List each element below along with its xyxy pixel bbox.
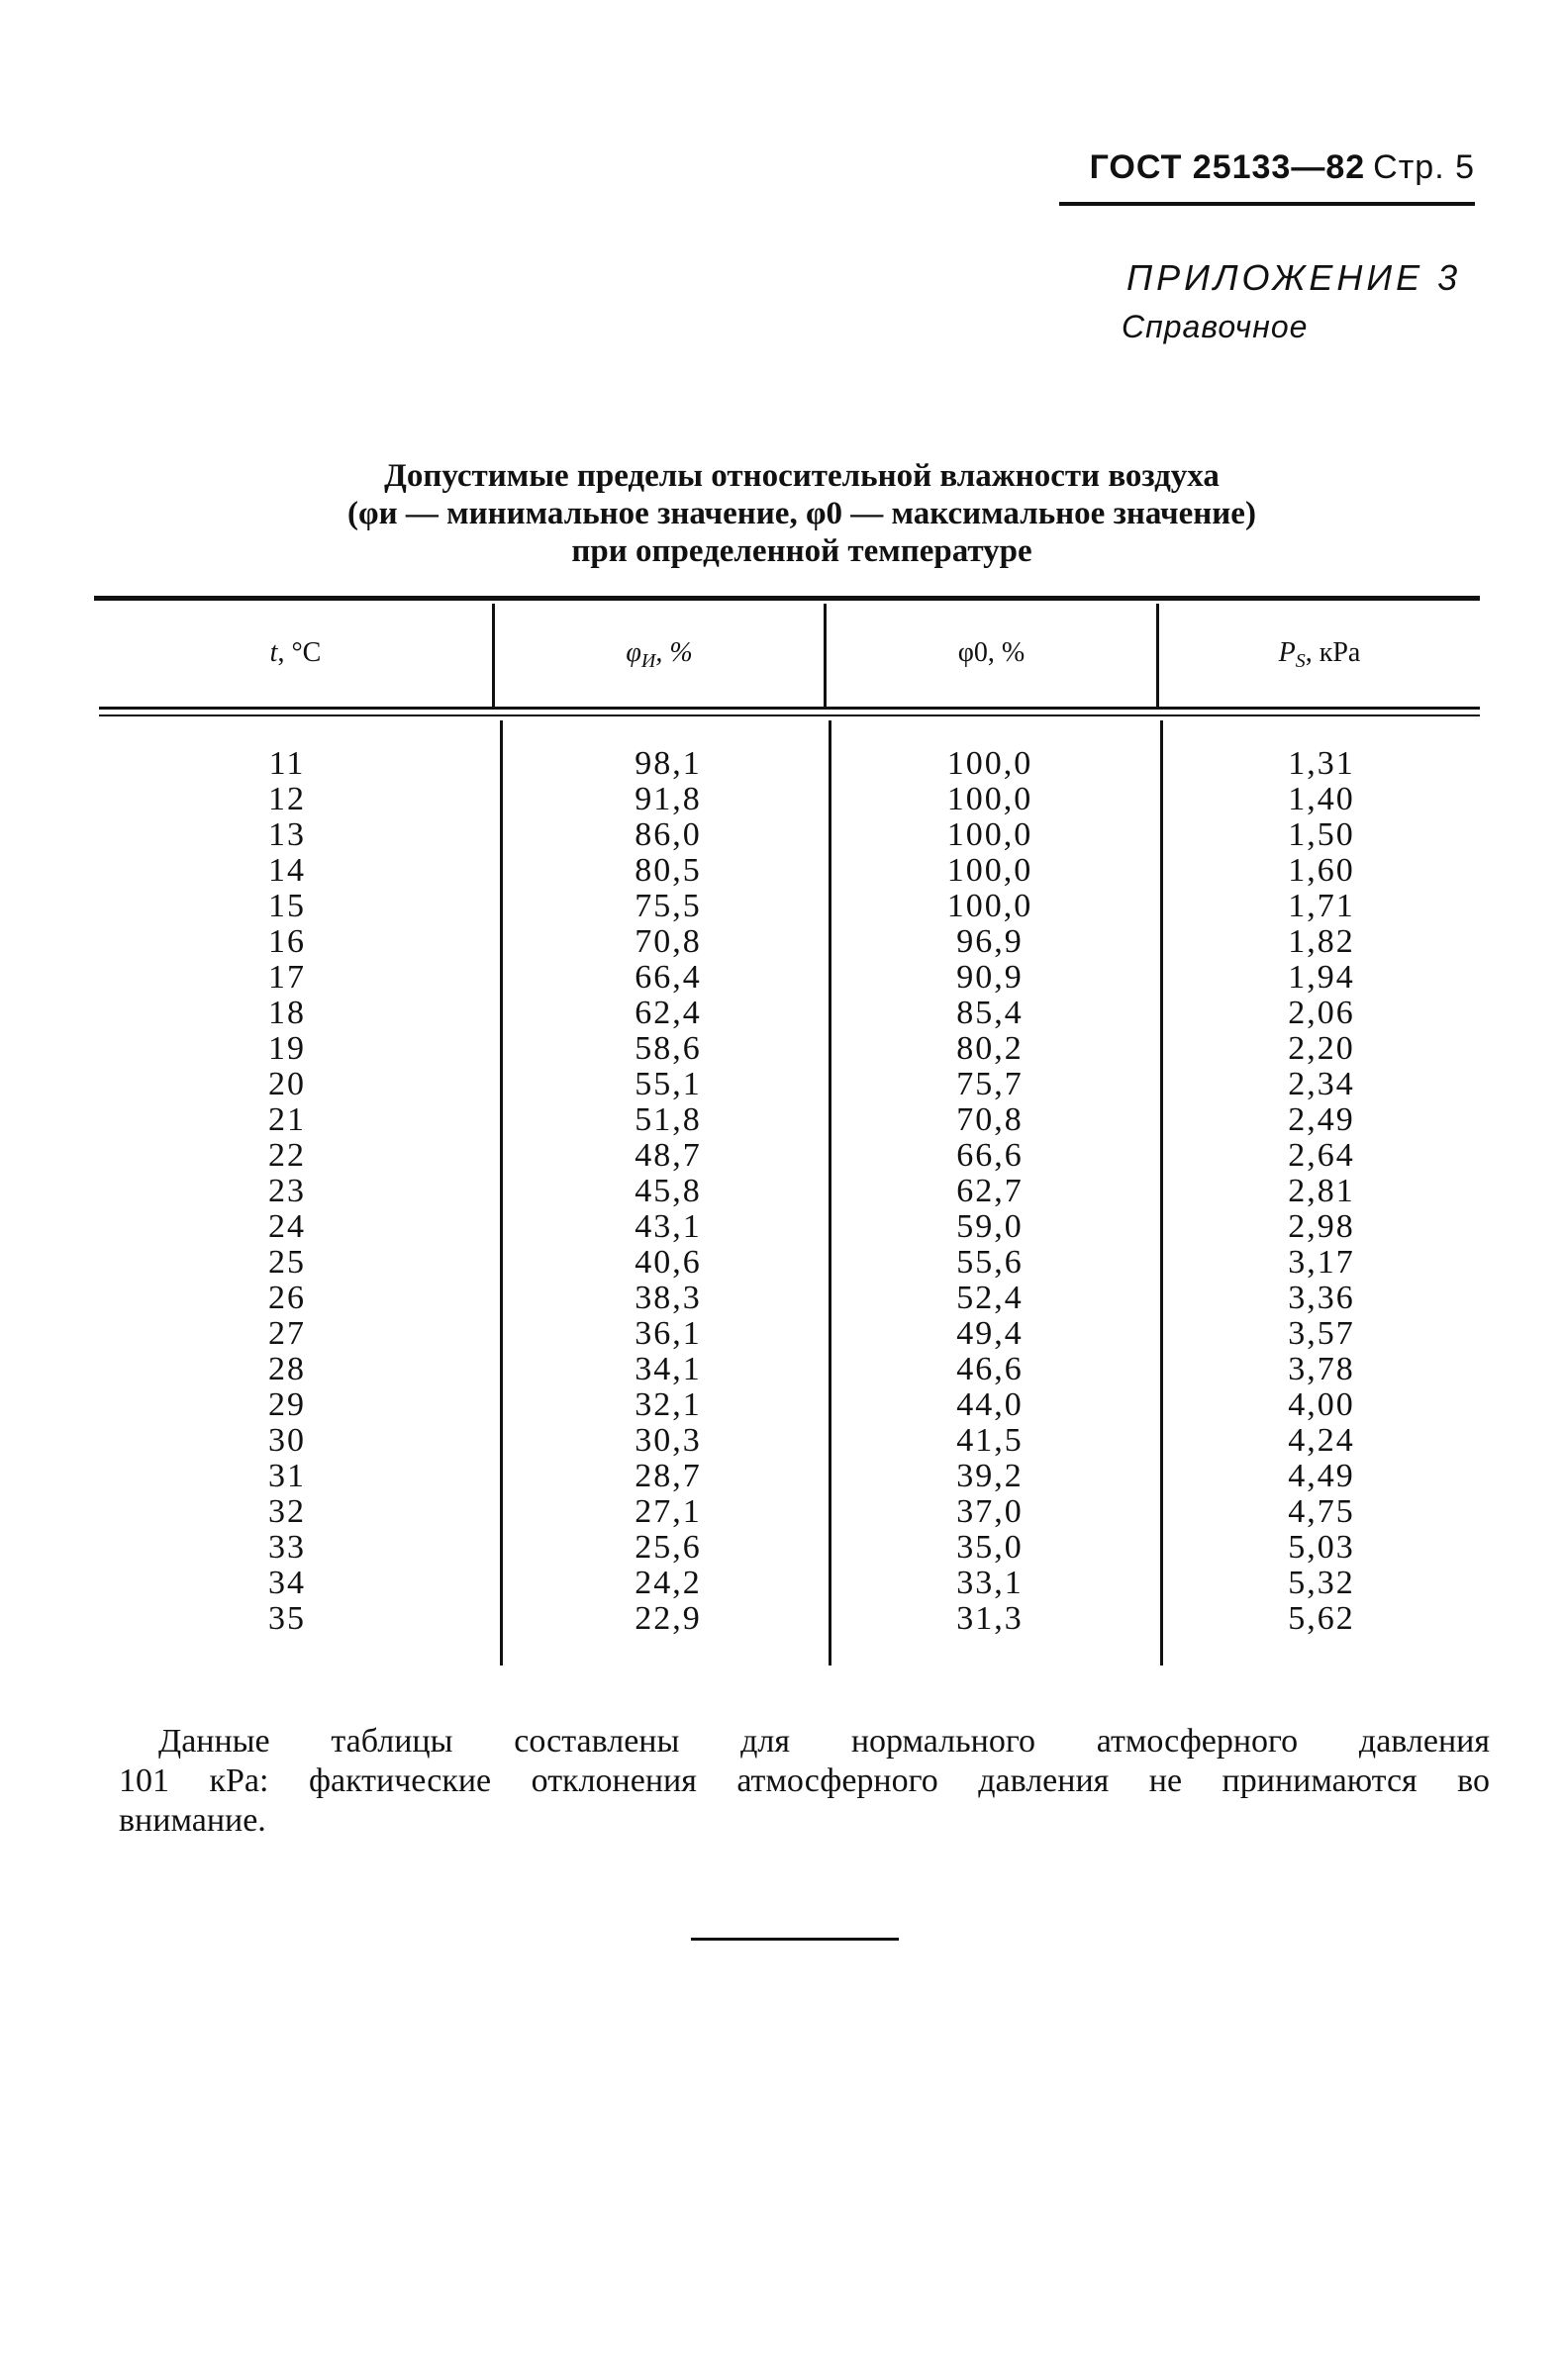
column-saturation-pressure (1252, 746, 1391, 1637)
table-note (119, 1722, 1490, 1841)
column-divider (1160, 720, 1163, 1666)
caption-line-1: Допустимые пределы относительной влажности воздуха (384, 458, 1220, 494)
appendix-title: ПРИЛОЖЕНИЕ 3 (1126, 257, 1462, 298)
cell-saturation-pressure: 4,00 (1288, 1386, 1355, 1423)
cell-temperature: 11 (268, 745, 306, 782)
cell-temperature: 34 (268, 1565, 306, 1601)
cell-temperature: 20 (268, 1066, 306, 1102)
cell-humidity-min: 43,1 (635, 1208, 702, 1245)
cell-saturation-pressure: 2,49 (1288, 1101, 1355, 1138)
caption-line-2: (φи — минимальное значение, φ0 — максимальное значение) (347, 496, 1256, 531)
cell-humidity-min: 27,1 (635, 1493, 702, 1530)
cell-humidity-max: 70,8 (956, 1101, 1024, 1138)
cell-temperature: 29 (268, 1386, 306, 1423)
cell-temperature: 26 (268, 1280, 306, 1316)
column-temperature (238, 746, 337, 1637)
cell-saturation-pressure: 2,06 (1288, 995, 1355, 1031)
header-temperature: t, °С (269, 637, 322, 668)
cell-saturation-pressure: 2,20 (1288, 1030, 1355, 1067)
cell-humidity-min: 28,7 (635, 1458, 702, 1494)
cell-saturation-pressure: 3,36 (1288, 1280, 1355, 1316)
cell-humidity-min: 34,1 (635, 1351, 702, 1387)
cell-saturation-pressure: 1,60 (1288, 852, 1355, 889)
cell-humidity-min: 36,1 (635, 1315, 702, 1352)
cell-temperature: 28 (268, 1351, 306, 1387)
cell-humidity-min: 24,2 (635, 1565, 702, 1601)
cell-temperature: 35 (268, 1600, 306, 1637)
cell-saturation-pressure: 3,17 (1288, 1244, 1355, 1281)
cell-humidity-max: 100,0 (946, 852, 1033, 889)
cell-saturation-pressure: 1,31 (1288, 745, 1355, 782)
cell-saturation-pressure: 4,75 (1288, 1493, 1355, 1530)
cell-humidity-min: 22,9 (635, 1600, 702, 1637)
cell-humidity-max: 85,4 (956, 995, 1024, 1031)
column-divider (829, 720, 831, 1666)
table-top-rule (94, 596, 1480, 601)
cell-humidity-max: 44,0 (956, 1386, 1024, 1423)
cell-temperature: 12 (268, 781, 306, 817)
cell-humidity-min: 86,0 (635, 816, 702, 853)
cell-humidity-min: 38,3 (635, 1280, 702, 1316)
cell-saturation-pressure: 4,24 (1288, 1422, 1355, 1459)
cell-temperature: 22 (268, 1137, 306, 1174)
cell-humidity-min: 32,1 (635, 1386, 702, 1423)
cell-humidity-min: 66,4 (635, 959, 702, 996)
caption-line-3: при определенной температуре (571, 533, 1032, 569)
cell-humidity-max: 49,4 (956, 1315, 1024, 1352)
cell-humidity-max: 55,6 (956, 1244, 1024, 1281)
cell-saturation-pressure: 2,81 (1288, 1173, 1355, 1209)
cell-humidity-max: 59,0 (956, 1208, 1024, 1245)
standard-number: ГОСТ 25133—82 (1089, 148, 1366, 186)
cell-temperature: 33 (268, 1529, 306, 1566)
note-line-2: 101 кРа: фактические отклонения атмосферного давления не принимаются во (119, 1762, 1490, 1799)
cell-saturation-pressure: 2,34 (1288, 1066, 1355, 1102)
cell-humidity-max: 100,0 (946, 745, 1033, 782)
cell-saturation-pressure: 5,62 (1288, 1600, 1355, 1637)
column-divider (500, 720, 503, 1666)
cell-humidity-max: 52,4 (956, 1280, 1024, 1316)
cell-temperature: 19 (268, 1030, 306, 1067)
document-header (1090, 148, 1475, 187)
cell-temperature: 31 (268, 1458, 306, 1494)
cell-saturation-pressure: 1,40 (1288, 781, 1355, 817)
column-humidity-max (911, 746, 1069, 1637)
header-humidity-max: φ0, % (957, 637, 1026, 668)
column-humidity-min (594, 746, 742, 1637)
cell-temperature: 23 (268, 1173, 306, 1209)
cell-saturation-pressure: 1,50 (1288, 816, 1355, 853)
cell-humidity-min: 58,6 (635, 1030, 702, 1067)
appendix-subtitle: Справочное (1122, 309, 1309, 344)
table-header-rule-secondary (99, 714, 1480, 716)
note-line-3: внимание. (119, 1802, 266, 1839)
cell-temperature: 32 (268, 1493, 306, 1530)
cell-saturation-pressure: 2,64 (1288, 1137, 1355, 1174)
cell-temperature: 16 (268, 923, 306, 960)
header-saturation-pressure: $P_S$, кРа (1278, 637, 1361, 672)
cell-humidity-max: 33,1 (956, 1565, 1024, 1601)
cell-humidity-min: 75,5 (635, 888, 702, 924)
cell-saturation-pressure: 4,49 (1288, 1458, 1355, 1494)
cell-humidity-max: 100,0 (946, 816, 1033, 853)
cell-humidity-max: 39,2 (956, 1458, 1024, 1494)
cell-humidity-max: 37,0 (956, 1493, 1024, 1530)
table-header-rule (99, 707, 1480, 710)
note-line-1: Данные таблицы составлены для нормального атмосферного давления (158, 1723, 1490, 1760)
cell-temperature: 13 (268, 816, 306, 853)
cell-saturation-pressure: 5,32 (1288, 1565, 1355, 1601)
cell-temperature: 21 (268, 1101, 306, 1138)
cell-humidity-max: 96,9 (956, 923, 1024, 960)
cell-humidity-min: 80,5 (635, 852, 702, 889)
cell-humidity-max: 75,7 (956, 1066, 1024, 1102)
cell-saturation-pressure: 1,82 (1288, 923, 1355, 960)
cell-temperature: 18 (268, 995, 306, 1031)
cell-humidity-max: 90,9 (956, 959, 1024, 996)
cell-humidity-max: 41,5 (956, 1422, 1024, 1459)
cell-humidity-max: 62,7 (956, 1173, 1024, 1209)
cell-temperature: 17 (268, 959, 306, 996)
cell-humidity-max: 35,0 (956, 1529, 1024, 1566)
cell-humidity-min: 98,1 (635, 745, 702, 782)
page-number: Стр. 5 (1373, 148, 1475, 186)
cell-humidity-min: 30,3 (635, 1422, 702, 1459)
cell-humidity-max: 100,0 (946, 781, 1033, 817)
table-caption (0, 457, 1564, 570)
cell-humidity-min: 40,6 (635, 1244, 702, 1281)
cell-saturation-pressure: 5,03 (1288, 1529, 1355, 1566)
cell-humidity-min: 25,6 (635, 1529, 702, 1566)
cell-temperature: 14 (268, 852, 306, 889)
cell-saturation-pressure: 2,98 (1288, 1208, 1355, 1245)
cell-temperature: 25 (268, 1244, 306, 1281)
end-rule (691, 1938, 899, 1941)
cell-saturation-pressure: 1,94 (1288, 959, 1355, 996)
cell-humidity-min: 55,1 (635, 1066, 702, 1102)
cell-humidity-max: 80,2 (956, 1030, 1024, 1067)
cell-humidity-min: 91,8 (635, 781, 702, 817)
cell-humidity-min: 70,8 (635, 923, 702, 960)
cell-temperature: 15 (268, 888, 306, 924)
cell-humidity-min: 48,7 (635, 1137, 702, 1174)
cell-humidity-min: 62,4 (635, 995, 702, 1031)
cell-humidity-max: 46,6 (956, 1351, 1024, 1387)
cell-temperature: 30 (268, 1422, 306, 1459)
cell-saturation-pressure: 3,57 (1288, 1315, 1355, 1352)
cell-humidity-min: 45,8 (635, 1173, 702, 1209)
cell-saturation-pressure: 1,71 (1288, 888, 1355, 924)
header-humidity-min: $\varphi_И$, % (626, 637, 693, 672)
cell-humidity-min: 51,8 (635, 1101, 702, 1138)
header-rule (1059, 202, 1475, 206)
cell-temperature: 24 (268, 1208, 306, 1245)
cell-temperature: 27 (268, 1315, 306, 1352)
cell-humidity-max: 100,0 (946, 888, 1033, 924)
cell-humidity-max: 66,6 (956, 1137, 1024, 1174)
cell-saturation-pressure: 3,78 (1288, 1351, 1355, 1387)
cell-humidity-max: 31,3 (956, 1600, 1024, 1637)
